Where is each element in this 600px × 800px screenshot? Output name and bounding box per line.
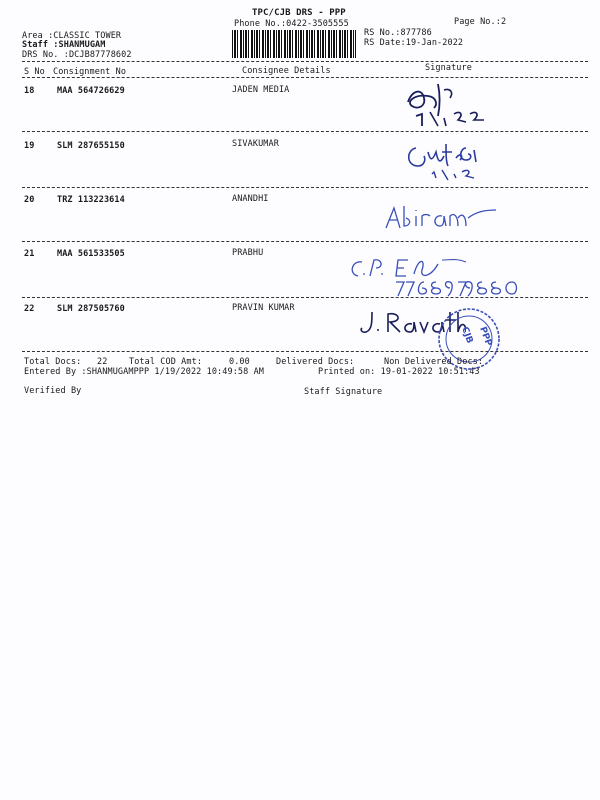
row-sno: 22 — [24, 304, 35, 314]
row-consignee: PRAVIN KUMAR — [232, 303, 295, 313]
divider — [22, 61, 588, 62]
signature-image — [394, 80, 514, 130]
stamp-text-mid: CJB — [459, 325, 475, 345]
divider — [22, 187, 588, 188]
printed-on: Printed on: 19-01-2022 10:51:43 — [318, 367, 480, 377]
row-consignment: MAA 561533505 — [57, 249, 125, 259]
page-number: Page No.:2 — [454, 17, 507, 27]
document-title: TPC/CJB DRS - PPP — [252, 8, 346, 18]
divider — [22, 77, 588, 78]
signature-image — [380, 196, 500, 236]
row-consignment: TRZ 113223614 — [57, 195, 125, 205]
staff-field: Staff :SHANMUGAM — [22, 40, 106, 50]
total-docs-value: 22 — [97, 357, 108, 367]
row-consignment: SLM 287655150 — [57, 141, 125, 151]
column-header-consignee: Consignee Details — [242, 66, 331, 76]
row-consignee: PRABHU — [232, 248, 264, 258]
row-consignee: ANANDHI — [232, 194, 269, 204]
row-consignee: SIVAKUMAR — [232, 139, 279, 149]
barcode — [232, 30, 356, 58]
total-docs-label: Total Docs: — [24, 357, 82, 367]
stamp-text-top: PPP — [477, 325, 494, 348]
divider — [22, 131, 588, 132]
staff-signature-label: Staff Signature — [304, 387, 383, 397]
row-sno: 18 — [24, 86, 35, 96]
non-delivered-docs-label: Non Delivered Docs: — [384, 357, 484, 367]
row-consignment: SLM 287505760 — [57, 304, 125, 314]
entered-by: Entered By :SHANMUGAMPPP 1/19/2022 10:49:58 AM — [24, 367, 265, 377]
rs-date: RS Date:19-Jan-2022 — [364, 38, 464, 48]
column-header-signature: Signature — [425, 63, 472, 73]
divider — [22, 297, 588, 298]
row-sno: 21 — [24, 249, 35, 259]
phone-number: Phone No.:0422-3505555 — [234, 19, 349, 29]
area-field: Area :CLASSIC TOWER — [22, 31, 122, 41]
verified-by: Verified By — [24, 386, 82, 396]
drs-number: DRS No. :DCJB87778602 — [22, 50, 132, 60]
rs-number: RS No.:877786 — [364, 28, 432, 38]
row-consignment: MAA 564726629 — [57, 86, 125, 96]
signature-image — [402, 138, 512, 182]
cod-value: 0.00 — [229, 357, 250, 367]
cod-label: Total COD Amt: — [129, 357, 203, 367]
column-header-sno: S No — [24, 67, 45, 77]
divider — [22, 351, 588, 352]
column-header-consignment: Consignment No — [53, 67, 127, 77]
row-sno: 19 — [24, 141, 35, 151]
delivered-docs-label: Delivered Docs: — [276, 357, 355, 367]
row-sno: 20 — [24, 195, 35, 205]
divider — [22, 241, 588, 242]
signature-image — [346, 254, 546, 300]
row-consignee: JADEN MEDIA — [232, 85, 290, 95]
